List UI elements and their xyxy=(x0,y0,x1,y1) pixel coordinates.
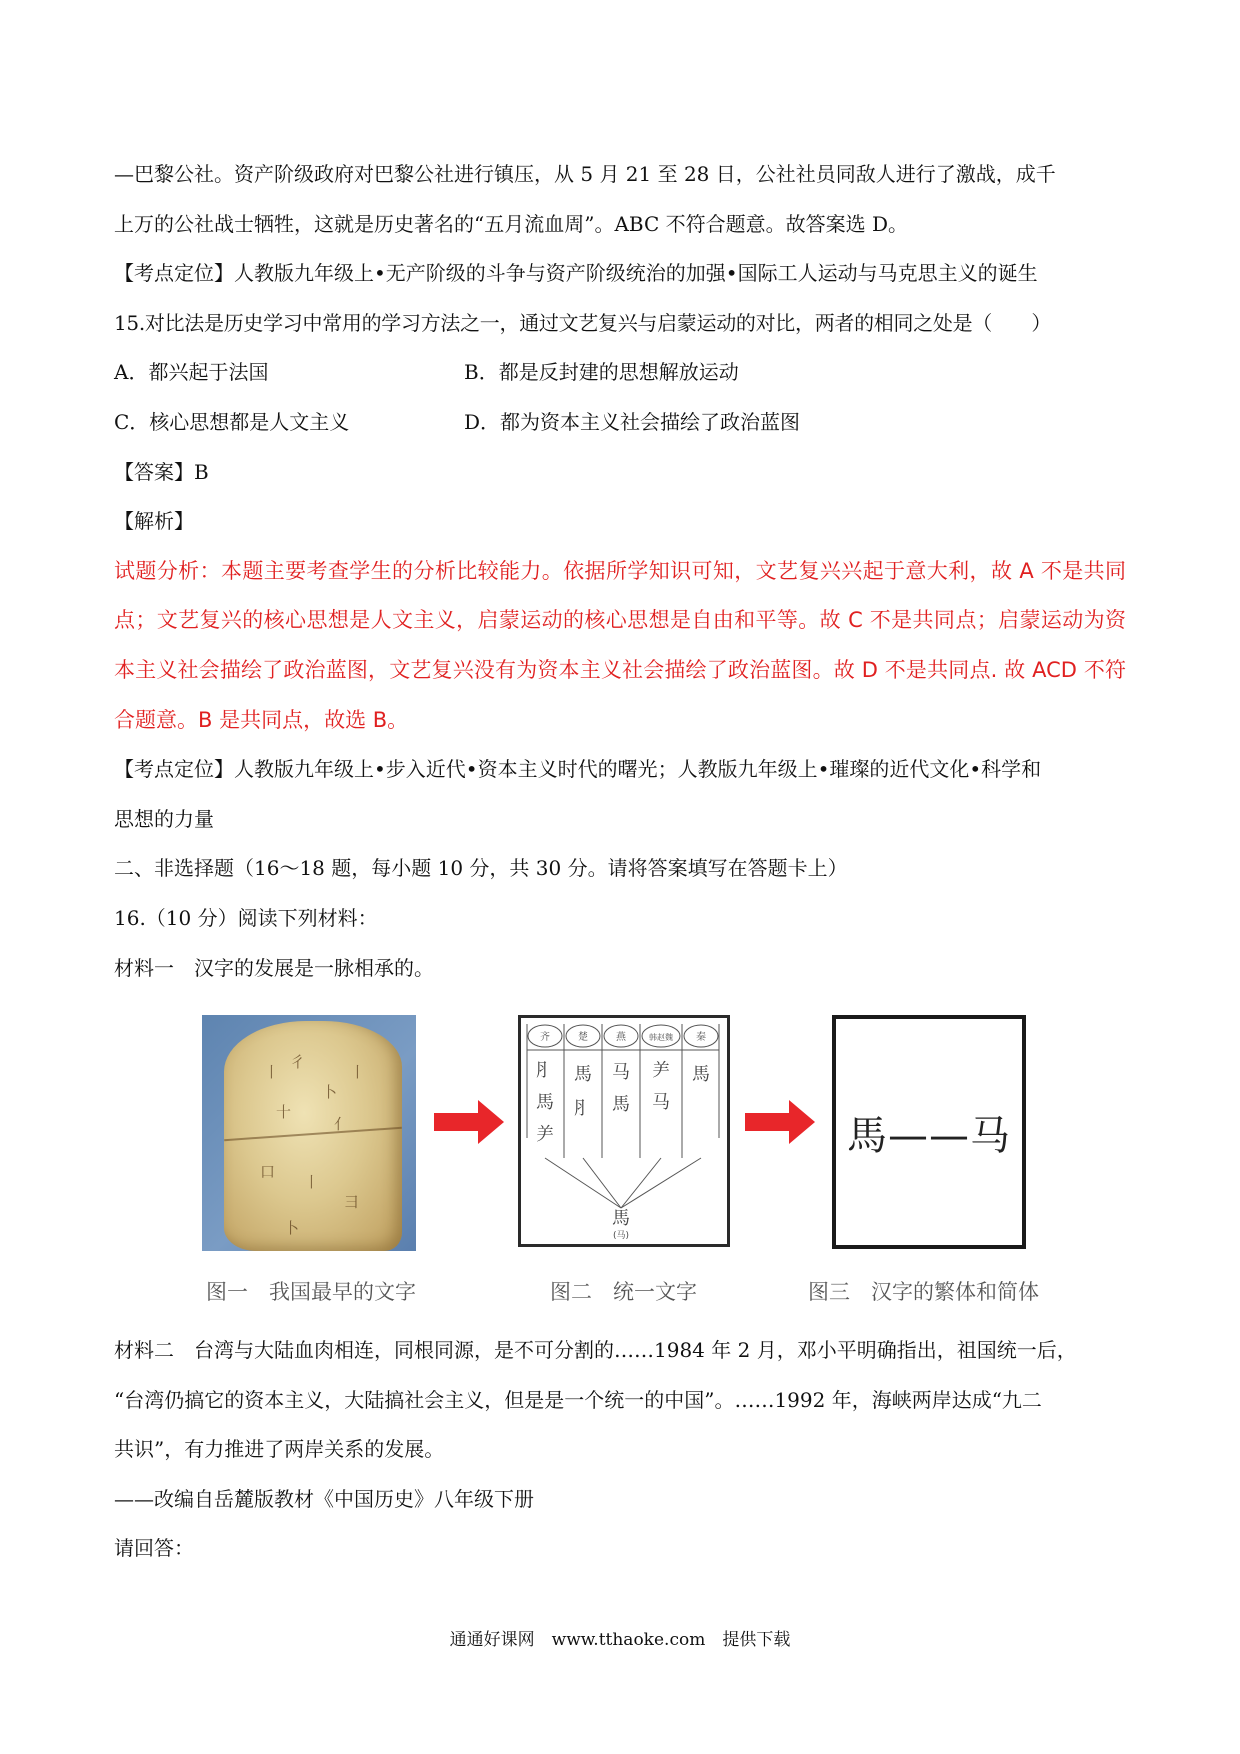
bone-glyph-decoration: 口 xyxy=(260,1163,276,1181)
bone-glyph-decoration: 亻 xyxy=(334,1115,350,1133)
bone-crack xyxy=(224,1127,402,1141)
state-label: 齐 xyxy=(540,1032,550,1043)
oracle-bone-image xyxy=(202,1015,416,1251)
question-prompt: 请回答： xyxy=(114,1536,194,1561)
figure-1-caption: 图一 我国最早的文字 xyxy=(206,1280,416,1304)
state-label: 韩赵魏 xyxy=(649,1033,673,1042)
ancient-glyph-decoration: ⾺ xyxy=(574,1064,592,1085)
kaodian-line: 【考点定位】人教版九年级上•步入近代•资本主义时代的曙光；人教版九年级上•璀璨的近代文化•科学和 xyxy=(114,757,1042,782)
bone-glyph-decoration: 彳 xyxy=(290,1053,306,1071)
material-source: ——改编自岳麓版教材《中国历史》八年级下册 xyxy=(114,1486,534,1511)
state-label: 楚 xyxy=(578,1032,588,1043)
text-line: —巴黎公社。资产阶级政府对巴黎公社进行镇压，从 5 月 21 至 28 日，公社社员同敌人进行了激战，成千 xyxy=(114,162,1056,186)
bone-glyph-decoration: 丨 xyxy=(350,1063,366,1081)
figure-3-caption: 图三 汉字的繁体和简体 xyxy=(808,1280,1039,1304)
ancient-glyph-decoration: ⺶ xyxy=(652,1060,670,1081)
ancient-glyph-decoration: ⻢ xyxy=(612,1062,630,1083)
text-line: 上万的公社战士牺牲，这就是历史著名的“五月流血周”。ABC 不符合题意。故答案选 D。 xyxy=(114,211,909,236)
state-label: 燕 xyxy=(616,1032,626,1043)
bone-glyph-decoration: 卜 xyxy=(284,1219,300,1237)
ancient-glyph-decoration: ⺼ xyxy=(574,1098,592,1119)
figure-row xyxy=(198,1015,1048,1315)
ancient-glyph-decoration: ⾺ xyxy=(536,1092,554,1113)
bone-glyph-decoration: 丨 xyxy=(304,1173,320,1191)
bone-glyph-decoration: 卜 xyxy=(322,1083,338,1101)
bone-glyph-decoration: 彐 xyxy=(344,1193,360,1211)
material-2-line: 共识”，有力推进了两岸关系的发展。 xyxy=(114,1437,445,1462)
option-c: C．核心思想都是人文主义 xyxy=(114,409,350,434)
options-row-ab xyxy=(114,348,1126,398)
options-row-cd xyxy=(114,398,1126,448)
section-heading: 二、非选择题（16～18 题，每小题 10 分，共 30 分。请将答案填写在答题卡上） xyxy=(114,856,848,881)
bone-glyph-decoration: 十 xyxy=(276,1103,292,1121)
analysis-text: 试题分析：本题主要考查学生的分析比较能力。依据所学知识可知，文艺复兴兴起于意大利，故 A 不是共同点；文艺复兴的核心思想是人文主义，启蒙运动的核心思想是自由和平等。故 C 不是共同点；启蒙运动为资本主义社会描绘了政治蓝图，文艺复兴没有为资本主义社会描绘了政治蓝图。故 D 不是共同点. 故 ACD 不符合题意。B 是共同点，故选 B。 xyxy=(114,558,1126,732)
page-footer: 通通好课网 www.tthaoke.com 提供下载 xyxy=(449,1630,791,1650)
analysis-label: 【解析】 xyxy=(114,509,194,534)
material-2-line: 材料二 台湾与大陆血肉相连，同根同源，是不可分割的……1984 年 2 月，邓小平明确指出，祖国统一后， xyxy=(114,1338,1077,1362)
oracle-bone-shape xyxy=(224,1021,402,1251)
material-2-line: “台湾仍搞它的资本主义，大陆搞社会主义，但是是一个统一的中国”。……1992 年，海峡两岸达成“九二 xyxy=(114,1387,1042,1412)
ancient-glyph-decoration: ⾺ xyxy=(612,1094,630,1115)
state-label: 秦 xyxy=(696,1032,706,1043)
arrow-right-icon xyxy=(434,1100,504,1144)
horse-label: (马) xyxy=(612,1231,630,1241)
option-b: B．都是反封建的思想解放运动 xyxy=(464,360,739,385)
unified-script-diagram xyxy=(518,1015,730,1247)
question-15-stem: 15.对比法是历史学习中常用的学习方法之一，通过文艺复兴与启蒙运动的对比，两者的相同之处是（ ） xyxy=(114,310,1052,335)
ancient-glyph-decoration: ⺼ xyxy=(536,1060,554,1081)
traditional-simplified-box xyxy=(832,1015,1026,1249)
bone-glyph-decoration: 丨 xyxy=(264,1063,280,1081)
ancient-glyph-decoration: ⾺ xyxy=(612,1208,630,1229)
question-16-stem: 16.（10 分）阅读下列材料： xyxy=(114,905,378,930)
document-body-continued xyxy=(114,1326,1126,1574)
document-body xyxy=(114,150,1126,993)
material-1: 材料一 汉字的发展是一脉相承的。 xyxy=(114,955,434,980)
kaodian-line: 【考点定位】人教版九年级上•无产阶级的斗争与资产阶级统治的加强•国际工人运动与马克思主义的诞生 xyxy=(114,261,1038,286)
ancient-glyph-decoration: ⾺ xyxy=(692,1064,710,1085)
ancient-glyph-decoration: ⻢ xyxy=(652,1092,670,1113)
option-a: A．都兴起于法国 xyxy=(114,360,269,385)
horse-characters: 馬——马 xyxy=(847,1112,1011,1159)
option-d: D．都为资本主义社会描绘了政治蓝图 xyxy=(464,409,801,434)
script-chart-svg xyxy=(521,1018,727,1244)
arrow-right-icon xyxy=(745,1100,815,1144)
ancient-glyph-decoration: ⺶ xyxy=(536,1124,554,1145)
kaodian-line-cont: 思想的力量 xyxy=(114,806,214,831)
figure-2-caption: 图二 统一文字 xyxy=(550,1280,697,1304)
answer-line: 【答案】B xyxy=(114,459,209,484)
